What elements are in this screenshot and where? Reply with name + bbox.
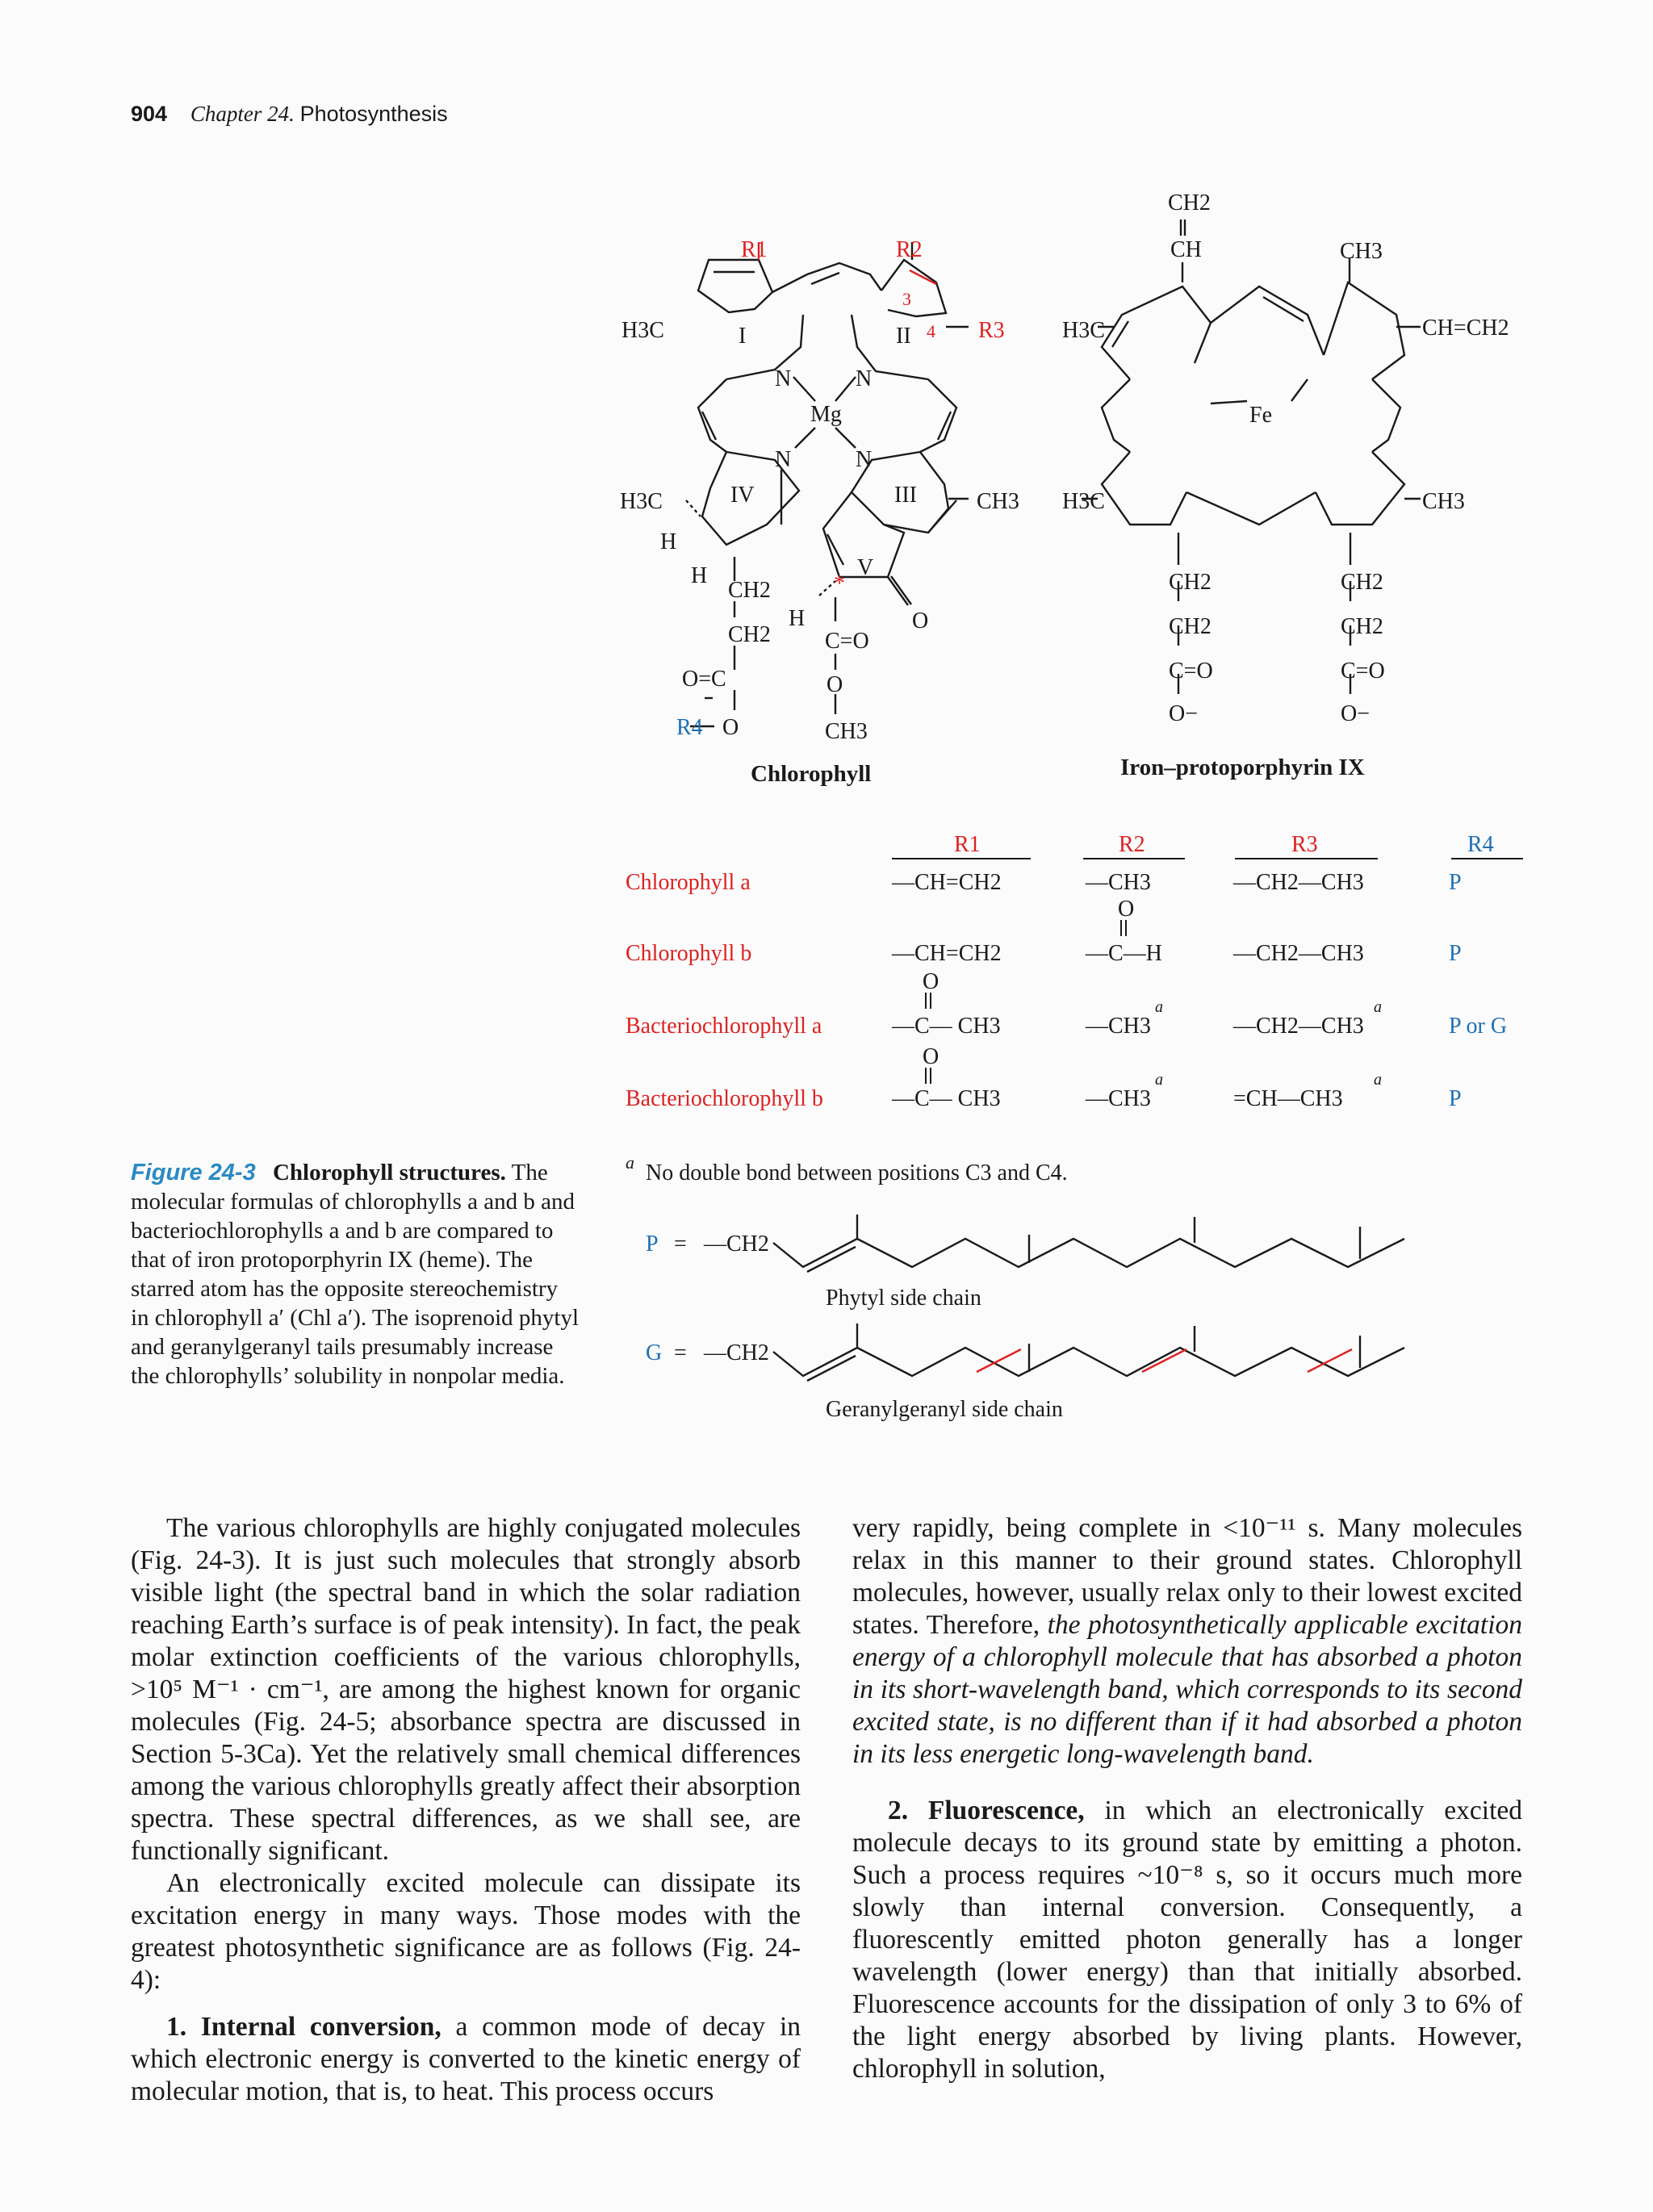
row-r2: —CH3 xyxy=(1086,870,1151,895)
row-name: Chlorophyll b xyxy=(626,941,752,966)
ch2-g: —CH2 xyxy=(704,1340,769,1365)
o-ketone: O xyxy=(912,608,929,633)
p-label: P xyxy=(646,1231,659,1257)
heme-co-r: C=O xyxy=(1341,659,1385,684)
ring-iii: III xyxy=(894,483,917,508)
row-r3: —CH2—CH3 xyxy=(1233,1014,1364,1039)
r1-oxo-o-b: O xyxy=(923,1044,939,1069)
r4-label: R4 xyxy=(676,715,703,740)
row-r3: —CH2—CH3 xyxy=(1233,870,1364,895)
pos3-label: 3 xyxy=(902,289,911,309)
row-r2: —CH3 xyxy=(1086,1086,1151,1111)
table-row xyxy=(626,969,1507,1039)
paragraph-text: very rapidly, being complete in <10⁻¹¹ s. Many molecules relax in this manner to their ground states. Chlorophyll molecules, however, usually relax only to their lowest excited states. Therefore, xyxy=(852,1513,1522,1640)
ring-i: I xyxy=(739,324,747,349)
r2-label: R2 xyxy=(896,237,923,262)
footnote-mark: a xyxy=(1155,998,1163,1016)
figure-caption xyxy=(131,1158,579,1390)
table-row xyxy=(626,1044,1462,1111)
page-number: 904 xyxy=(131,102,168,126)
ch2-p: —CH2 xyxy=(704,1231,769,1257)
n-label-1: N xyxy=(775,366,792,391)
table-row xyxy=(626,897,1462,966)
chlorophyll-title: Chlorophyll xyxy=(751,761,872,787)
list-lead: 1. Internal conversion, xyxy=(166,2012,441,2042)
row-name: Bacteriochlorophyll a xyxy=(626,1014,822,1039)
chapter-label: Chapter 24. xyxy=(190,102,295,126)
o-ester: O xyxy=(826,672,843,697)
th-r1: R1 xyxy=(954,832,981,857)
heme-ch2-r1: CH2 xyxy=(1341,570,1383,595)
phytyl-label: Phytyl side chain xyxy=(826,1286,981,1311)
paragraph-text: in which an electronically excited molecule decays to its ground state by emitting a photon. Such a process requires ~10⁻⁸ s, so it occurs much more slowly than internal conversion. Consequently, a fluorescently emitted photon generally has a longer wavelength (lower energy) than that initially absorbed. Fluorescence accounts for the dissipation of only 3 to 6% of the light energy absorbed by living plants. However, chlorophyll in solution, xyxy=(852,1796,1522,2084)
side-chains xyxy=(646,1215,1404,1422)
h-label-2: H xyxy=(691,563,708,588)
row-r2: —C—H xyxy=(1086,941,1162,966)
row-r3: =CH—CH3 xyxy=(1233,1086,1343,1111)
ring-v: V xyxy=(857,555,874,580)
r1-label: R1 xyxy=(741,237,768,262)
ring-iv: IV xyxy=(730,483,755,508)
body-column-left xyxy=(131,1512,801,2108)
heme-h3c-2: H3C xyxy=(1062,489,1105,514)
heme-ominus-l: O− xyxy=(1169,701,1199,726)
oc-label: O=C xyxy=(682,667,726,692)
caption-text: The molecular formulas of chlorophylls a and b and bacteriochlorophylls a and b are compared to that of iron protoporphyrin IX (heme). The starred atom has the opposite stereochemistry in chlorophyll a′ (Chl a′). The isoprenoid phytyl and geranylgeranyl tails presumably increase the chlorophylls’ solubility in nonpolar media. xyxy=(131,1160,580,1389)
ch2-label-2: CH2 xyxy=(728,622,771,647)
heme-ch2-l1: CH2 xyxy=(1169,570,1212,595)
row-r2: —CH3 xyxy=(1086,1014,1151,1039)
row-r3: —CH2—CH3 xyxy=(1233,941,1364,966)
chlorophyll-bonds xyxy=(686,242,969,726)
fe-label: Fe xyxy=(1249,403,1272,428)
chlorophyll-labels xyxy=(620,237,1019,787)
h3c-ring1: H3C xyxy=(621,318,664,343)
h-label-3: H xyxy=(789,606,806,631)
heme-h3c-1: H3C xyxy=(1062,318,1105,343)
h3c-ring4: H3C xyxy=(620,489,663,514)
th-r2: R2 xyxy=(1119,832,1145,857)
row-r4: P xyxy=(1449,1086,1462,1111)
footnote-mark: a xyxy=(1374,998,1382,1016)
paragraph-text: a common mode of decay in which electronic energy is converted to the kinetic energy of molecular motion, that is, to heat. This process occurs xyxy=(131,2012,801,2106)
caption-figure-label: Figure 24-3 xyxy=(131,1160,256,1185)
ring-ii: II xyxy=(896,324,911,349)
r3-label: R3 xyxy=(978,318,1005,343)
r-group-table xyxy=(626,832,1523,1185)
caption-title: Chlorophyll structures. xyxy=(272,1160,506,1185)
heme-ch3-right: CH3 xyxy=(1422,489,1465,514)
row-r1: —CH=CH2 xyxy=(892,870,1002,895)
n-label-4: N xyxy=(856,447,873,472)
footnote-mark: a xyxy=(1374,1071,1382,1089)
n-label-2: N xyxy=(856,366,873,391)
heme-ominus-r: O− xyxy=(1341,701,1371,726)
table-footnote: No double bond between positions C3 and C4. xyxy=(646,1160,1068,1185)
list-lead: 2. Fluorescence, xyxy=(888,1796,1085,1825)
th-r3: R3 xyxy=(1291,832,1318,857)
row-r4: P or G xyxy=(1449,1014,1508,1039)
r1-oxo-o: O xyxy=(923,969,939,994)
r2-oxo-o: O xyxy=(1118,897,1135,922)
paragraph xyxy=(852,1512,1522,1771)
emphasis-text: the photosynthetically applicable excitation energy of a chlorophyll molecule that has absorbed a photon in its short-wavelength band, which corresponds to its second excited state, is no different than if it had absorbed a photon in its less energetic long-wavelength band. xyxy=(852,1610,1523,1769)
row-r1: —CH=CH2 xyxy=(892,941,1002,966)
footnote-mark: a xyxy=(626,1152,634,1173)
n-label-3: N xyxy=(775,447,792,472)
star-label: * xyxy=(834,571,845,596)
heme-vinyl: CH=CH2 xyxy=(1422,316,1509,341)
chapter-title: Photosynthesis xyxy=(299,102,448,126)
row-name: Chlorophyll a xyxy=(626,870,751,895)
eq-sign-p: = xyxy=(674,1231,687,1257)
heme-co-l: C=O xyxy=(1169,659,1213,684)
row-r1: —C— CH3 xyxy=(892,1086,1001,1111)
row-r1: —C— CH3 xyxy=(892,1014,1001,1039)
paragraph xyxy=(131,2011,801,2108)
ch3-ring3: CH3 xyxy=(977,489,1019,514)
footnote-mark: a xyxy=(1155,1071,1163,1089)
pos4-label: 4 xyxy=(927,321,935,341)
row-r4: P xyxy=(1449,941,1462,966)
g-label: G xyxy=(646,1340,663,1365)
heme-title: Iron–protoporphyrin IX xyxy=(1120,755,1365,780)
paragraph: An electronically excited molecule can dissipate its excitation energy in many ways. Those modes with the greatest photosynthetic significance are as follows (Fig. 24-4): xyxy=(131,1868,801,1995)
co-label: C=O xyxy=(825,629,869,654)
heme-ch2-r2: CH2 xyxy=(1341,614,1383,639)
row-name: Bacteriochlorophyll b xyxy=(626,1086,823,1111)
mg-label: Mg xyxy=(810,402,842,427)
heme-ch2-top: CH2 xyxy=(1168,190,1211,215)
paragraph: The various chlorophylls are highly conjugated molecules (Fig. 24-3). It is just such molecules that strongly absorb visible light (the spectral band in which the solar radiation reaching Earth’s surface is of peak intensity). In fact, the peak molar extinction coefficients of the various chlorophylls, >10⁵ M⁻¹ · cm⁻¹, are among the highest known for organic molecules (Fig. 24-5; absorbance spectra are discussed in Section 5-3Ca). Yet the relatively small chemical differences among the various chlorophylls greatly affect their absorption spectra. These spectral differences, as we shall see, are functionally significant. xyxy=(131,1513,801,1866)
row-r4: P xyxy=(1449,870,1462,895)
ch3-ester: CH3 xyxy=(825,719,868,744)
heme-ch: CH xyxy=(1170,237,1202,262)
o-r4: O xyxy=(722,715,739,740)
heme-ch2-l2: CH2 xyxy=(1169,614,1212,639)
heme-ch3-top: CH3 xyxy=(1340,239,1383,264)
heme-labels xyxy=(1062,190,1509,780)
eq-sign-g: = xyxy=(674,1340,687,1365)
ch2-label-1: CH2 xyxy=(728,578,771,603)
paragraph xyxy=(852,1795,1522,2085)
th-r4: R4 xyxy=(1467,832,1494,857)
geranylgeranyl-label: Geranylgeranyl side chain xyxy=(826,1397,1063,1422)
table-row xyxy=(626,870,1462,895)
h-label-1: H xyxy=(660,529,677,554)
body-column-right xyxy=(852,1512,1522,2085)
